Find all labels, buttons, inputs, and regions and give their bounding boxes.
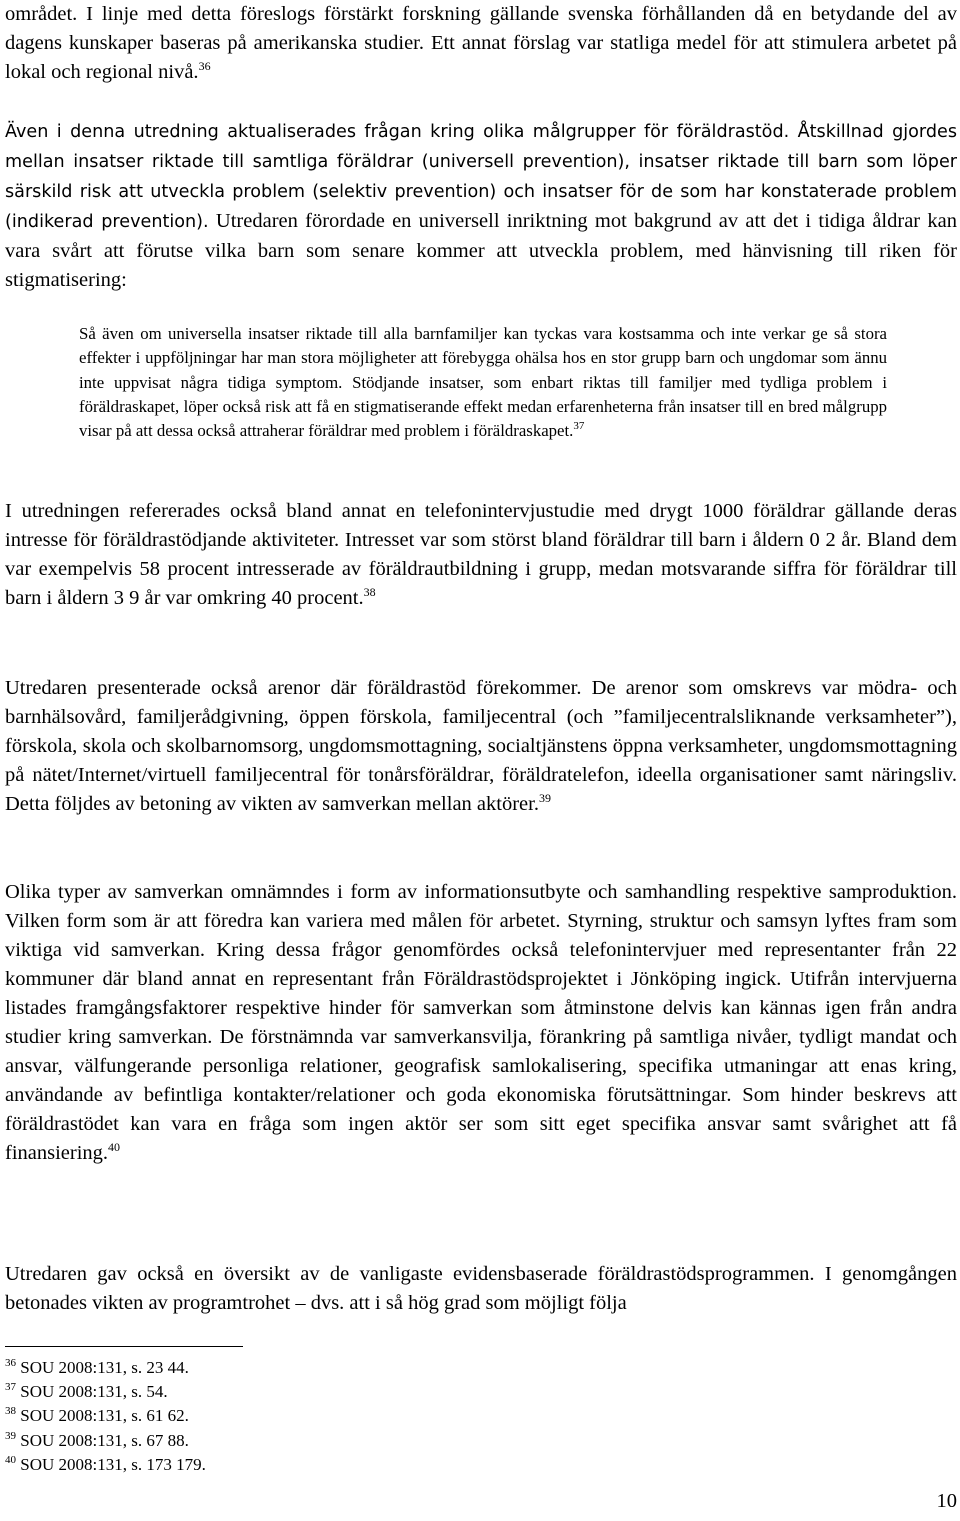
paragraph-4-text: Utredaren presenterade också arenor där föräldrastöd förekommer. De arenor som omskrevs var mödra- och barnhälsovård, familjerådgivning, öppen förskola, familjecentral (och ”familjecentralsliknande verksamheter”), förskola, skola och skolbarnomsorg, ungdomsmottagning, socialtjänstens öppna verksamheter, ungdomsmottagning på nätet/Internet/virtuell familjecentral för tonårsföräldrar, föräldratelefon, ideella organisationer samt näringsliv. Detta följdes av betoning av vikten av samverkan mellan aktörer. (5, 677, 957, 815)
footnote-39 (5, 1429, 206, 1453)
footnote-number: 36 (5, 1357, 16, 1369)
paragraph-1 (5, 0, 957, 87)
paragraph-3 (5, 497, 957, 613)
footnote-text: SOU 2008:131, s. 61 62. (20, 1406, 189, 1426)
footnote-number: 39 (5, 1429, 16, 1442)
footnote-38 (5, 1404, 206, 1428)
footnote-ref-37[interactable]: 37 (573, 420, 585, 433)
block-quote-text: Så även om universella insatser riktade till alla barnfamiljer kan tyckas vara kostsamma och inte verkar ge så stora effekter i uppföljningar har man stora möjligheter att förebygga ohälsa hos en stor grupp barn och ungdomar som ännu inte uppvisat några tidiga symptom. Stödjande insatser, som enbart riktas till familjer med tydliga problem i föräldraskapet, löper också risk att få en stigmatiserande effekt medan erfarenheterna från insatser till en bred målgrupp visar på att dessa också attraherar föräldrar med problem i föräldraskapet. (79, 324, 887, 441)
block-quote (79, 322, 887, 443)
page-number: 10 (936, 1490, 957, 1512)
paragraph-2-serif-text: Utredaren förordade en universell inriktning mot bakgrund av att det i tidiga åldrar kan vara svårt att förutse vilka barn som senare kommer att utveckla problem, med hänvisning till riken för stigmatisering: (5, 210, 957, 291)
footnote-40 (5, 1453, 206, 1477)
footnote-ref-39[interactable]: 39 (538, 791, 551, 805)
footnote-ref-36[interactable]: 36 (198, 59, 211, 73)
paragraph-1-text: området. I linje med detta föreslogs förstärkt forskning gällande svenska förhållanden då en betydande del av dagens kunskaper baseras på amerikanska studier. Ett annat förslag var statliga medel för att stimulera arbetet på lokal och regional nivå. (5, 3, 957, 83)
footnote-37 (5, 1380, 206, 1404)
footnote-divider (5, 1346, 243, 1347)
footnote-ref-38[interactable]: 38 (363, 585, 376, 599)
paragraph-6-text: Utredaren gav också en översikt av de vanligaste evidensbaserade föräldrastödsprogrammen. I genomgången betonades vikten av programtrohet – dvs. att i så hög grad som möjligt följa (5, 1263, 957, 1314)
footnote-36 (5, 1356, 206, 1380)
footnote-number: 40 (5, 1453, 16, 1466)
footnote-number: 38 (5, 1405, 16, 1418)
paragraph-5 (5, 878, 957, 1168)
paragraph-2 (5, 117, 957, 295)
footnote-text: SOU 2008:131, s. 23 44. (20, 1358, 189, 1377)
paragraph-3-text: I utredningen refererades också bland annat en telefonintervjustudie med drygt 1000 föräldrar gällande deras intresse för föräldrastödjande aktiviteter. Intresset var som störst bland föräldrar till barn i åldern 0 2 år. Bland dem var exempelvis 58 procent intresserade av föräldrautbildning i grupp, medan motsvarande siffra för föräldrar till barn i åldern 3 9 år var omkring 40 procent. (5, 500, 957, 609)
paragraph-5-text: Olika typer av samverkan omnämndes i form av informationsutbyte och samhandling respektive samproduktion. Vilken form som är att föredra kan variera med målen för arbetet. Styrning, struktur och samsyn lyftes fram som viktiga vid samverkan. Kring dessa frågor genomfördes också telefonintervjuer med representanter från 22 kommuner där bland annat en representant från Föräldrastödsprojektet i Jönköping ingick. Utifrån intervjuerna listades framgångsfaktorer respektive hinder för samverkan som åtminstone delvis kan kännas igen från andra studier kring samverkan. De förstnämnda var samverkansvilja, förankring på samtliga nivåer, tydligt mandat och ansvar, välfungerande personliga relationer, geografisk samlokalisering, specifika utmaningar att enas kring, användande av befintliga kontakter/relationer och goda ekonomiska förutsättningar. Som hinder beskrevs att föräldrastödet kan vara en fråga som ingen aktör ser som sitt eget specifika ansvar samt svårighet att få finansiering. (5, 881, 957, 1164)
document-page (5, 0, 957, 1521)
footnote-text: SOU 2008:131, s. 54. (20, 1382, 168, 1402)
footnote-text: SOU 2008:131, s. 173 179. (20, 1454, 206, 1474)
footnote-number: 37 (5, 1381, 16, 1394)
footnote-text: SOU 2008:131, s. 67 88. (20, 1430, 189, 1450)
paragraph-2-sans-text: Även i denna utredning aktualiserades frågan kring olika målgrupper för föräldrastöd. Åtskillnad gjordes mellan insatser riktade till samtliga föräldrar (universell prevention), insatser riktade till barn som löper särskild risk att utveckla problem (selektiv prevention) och insatser för de som har konstaterade problem (indikerad prevention). (5, 122, 957, 232)
footnotes (5, 1356, 206, 1477)
paragraph-4 (5, 674, 957, 819)
paragraph-6 (5, 1260, 957, 1318)
footnote-ref-40[interactable]: 40 (108, 1140, 121, 1154)
